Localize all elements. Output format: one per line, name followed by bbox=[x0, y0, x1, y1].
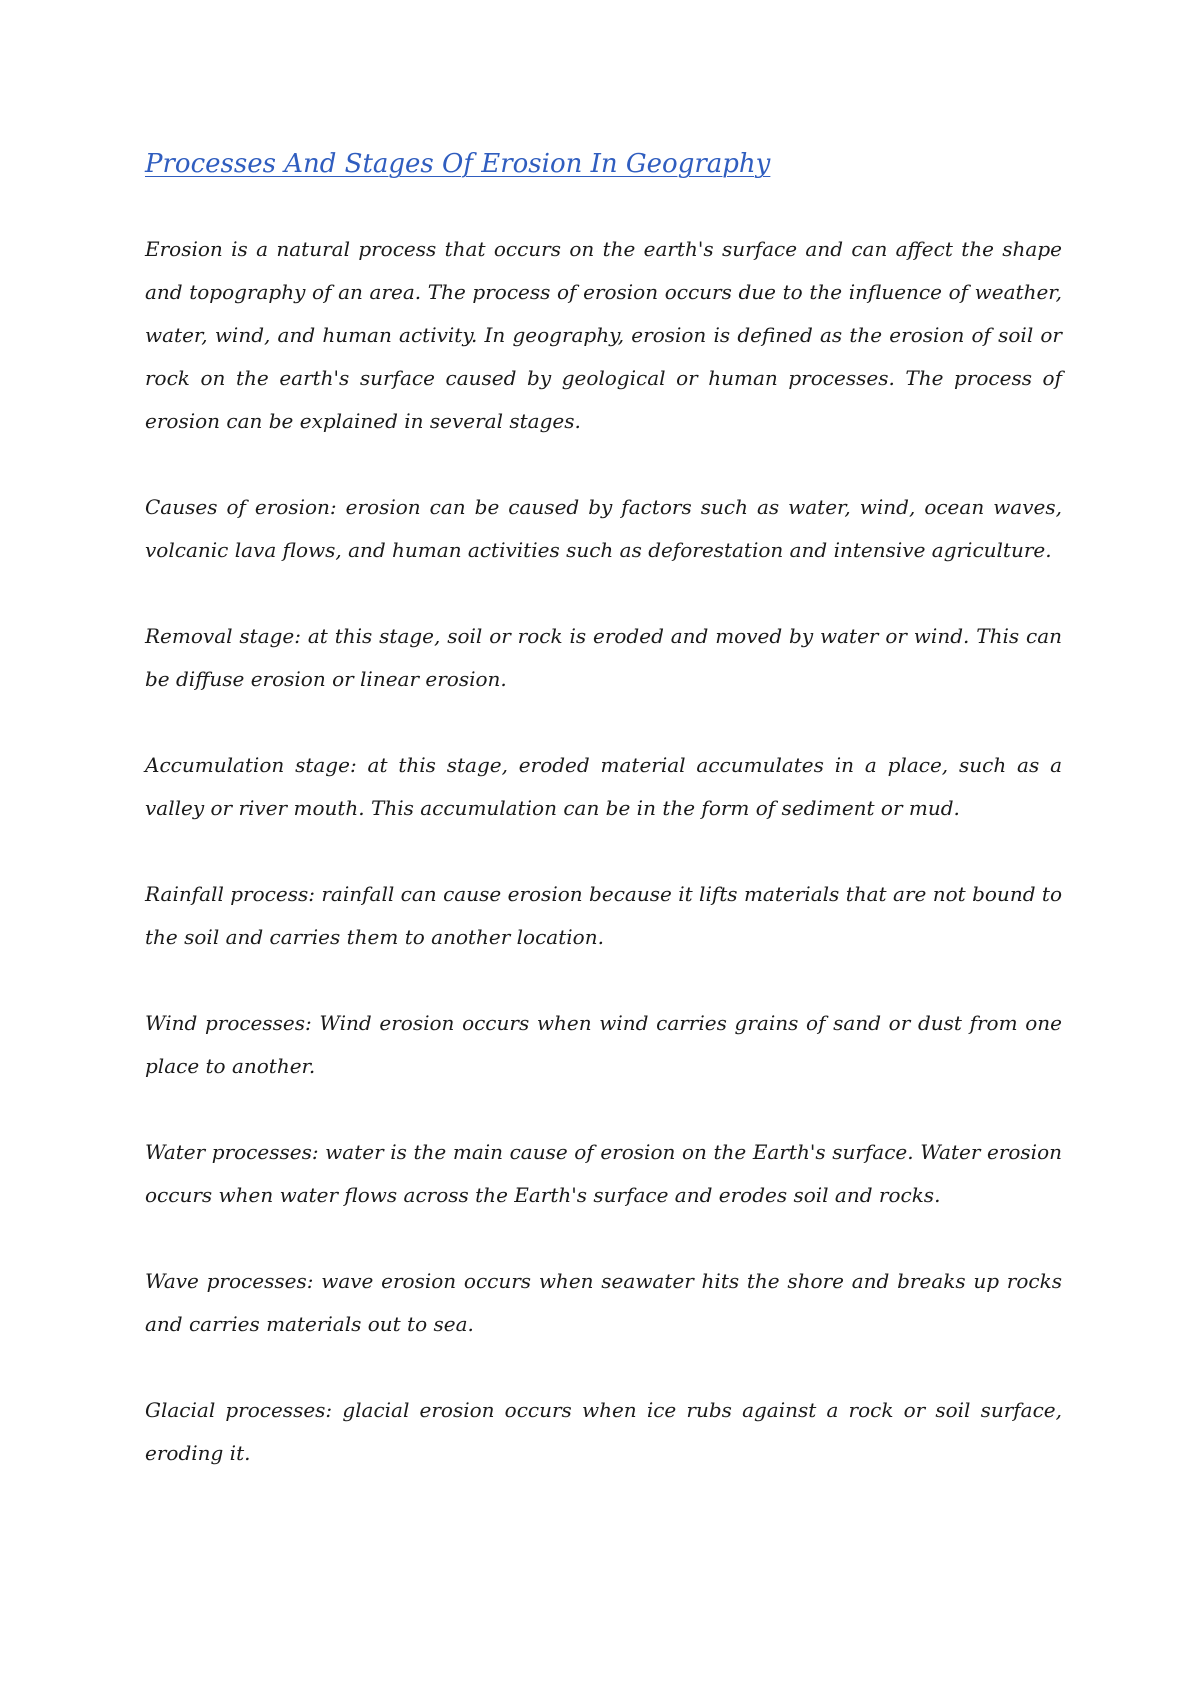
paragraph-accumulation-stage: Accumulation stage: at this stage, eroded material accumulates in a place, such as a valley or river mouth. This accumulation can be in the form of sediment or mud. bbox=[145, 753, 1062, 820]
paragraph-water-processes: Water processes: water is the main cause of erosion on the Earth's surface. Water erosion occurs when water flows across the Earth's surface and erodes soil and rocks. bbox=[145, 1140, 1062, 1207]
paragraph-wind-processes: Wind processes: Wind erosion occurs when wind carries grains of sand or dust from one place to another. bbox=[145, 1011, 1062, 1078]
paragraph-rainfall-process: Rainfall process: rainfall can cause erosion because it lifts materials that are not bound to the soil and carries them to another location. bbox=[145, 882, 1062, 949]
document-title: Processes And Stages Of Erosion In Geography bbox=[145, 149, 771, 179]
paragraph-removal-stage: Removal stage: at this stage, soil or rock is eroded and moved by water or wind. This can be diffuse erosion or linear erosion. bbox=[145, 624, 1062, 691]
paragraph-causes: Causes of erosion: erosion can be caused by factors such as water, wind, ocean waves, volcanic lava flows, and human activities such as deforestation and intensive agriculture. bbox=[145, 495, 1062, 562]
document-body bbox=[145, 140, 1062, 1518]
paragraph-wave-processes: Wave processes: wave erosion occurs when seawater hits the shore and breaks up rocks and carries materials out to sea. bbox=[145, 1269, 1062, 1336]
paragraph-intro: Erosion is a natural process that occurs on the earth's surface and can affect the shape and topography of an area. The process of erosion occurs due to the influence of weather, water, wind, and human activity. In geography, erosion is defined as the erosion of soil or rock on the earth's surface caused by geological or human processes. The process of erosion can be explained in several stages. bbox=[145, 237, 1062, 433]
paragraph-glacial-processes: Glacial processes: glacial erosion occurs when ice rubs against a rock or soil surface, eroding it. bbox=[145, 1398, 1062, 1465]
